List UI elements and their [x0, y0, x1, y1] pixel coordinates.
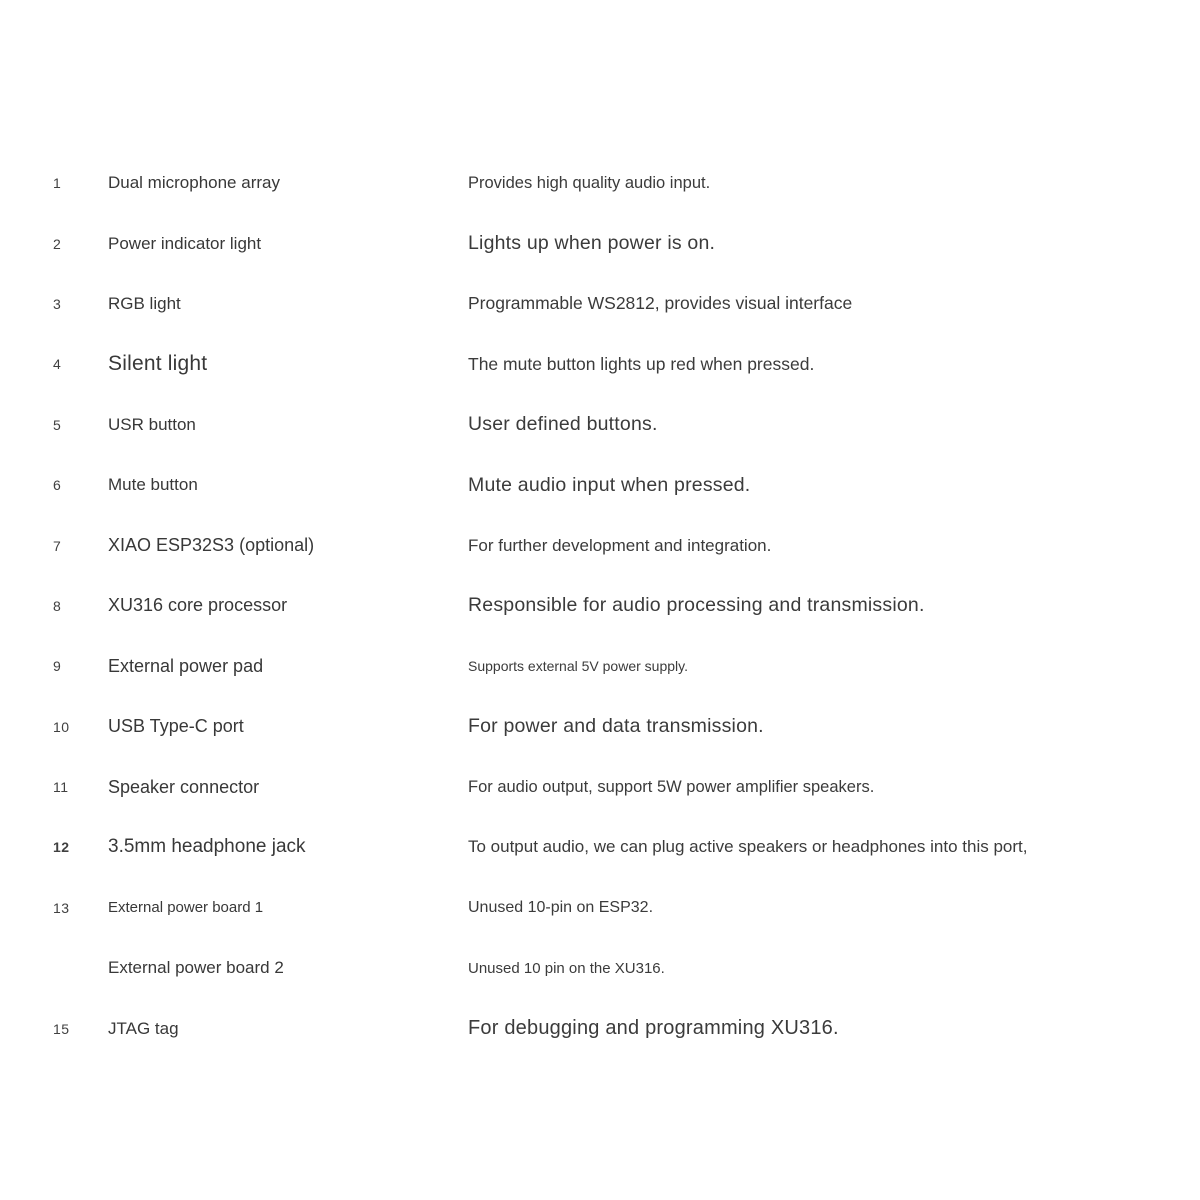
component-description: Unused 10-pin on ESP32.: [468, 898, 654, 916]
component-description: Provides high quality audio input.: [468, 173, 711, 192]
table-row: [0, 998, 1200, 1058]
component-description: For audio output, support 5W power amplifier speakers.: [468, 777, 875, 796]
component-name: Silent light: [108, 352, 208, 376]
row-number: 13: [53, 899, 70, 916]
table-row: [0, 576, 1200, 636]
component-description: Lights up when power is on.: [468, 232, 716, 255]
table-row: [0, 213, 1200, 273]
table-row: [0, 636, 1200, 696]
component-name: XIAO ESP32S3 (optional): [108, 535, 315, 556]
table-row: [0, 395, 1200, 455]
row-number: 7: [53, 537, 62, 554]
table-row: [0, 697, 1200, 757]
row-number: 12: [53, 839, 70, 856]
component-description: Mute audio input when pressed.: [468, 473, 751, 496]
component-name: External power board 1: [108, 899, 264, 917]
table-row: [0, 757, 1200, 817]
component-name: Power indicator light: [108, 233, 262, 253]
component-name: USR button: [108, 414, 196, 434]
component-description: Unused 10 pin on the XU316.: [468, 959, 665, 977]
row-number: 5: [53, 416, 62, 433]
component-name: USB Type-C port: [108, 716, 244, 737]
component-description: For further development and integration.: [468, 535, 772, 555]
table-row: [0, 334, 1200, 394]
table-row: [0, 878, 1200, 938]
row-number: 9: [53, 658, 62, 675]
row-number: 11: [53, 779, 69, 796]
component-table: [0, 153, 1200, 1059]
component-description: User defined buttons.: [468, 413, 658, 436]
row-number: 1: [53, 175, 62, 192]
row-number: 10: [53, 718, 70, 735]
row-number: 15: [53, 1020, 70, 1037]
component-name: RGB light: [108, 293, 181, 313]
component-description: For power and data transmission.: [468, 715, 764, 738]
component-name: Mute button: [108, 475, 198, 495]
table-row: [0, 515, 1200, 575]
component-name: External power pad: [108, 655, 264, 676]
row-number: 8: [53, 597, 62, 614]
table-row: [0, 455, 1200, 515]
row-number: 2: [53, 235, 62, 252]
row-number: 4: [53, 356, 62, 373]
row-number: 6: [53, 477, 62, 494]
row-number: 3: [53, 295, 62, 312]
component-name: JTAG tag: [108, 1018, 179, 1038]
component-name: Speaker connector: [108, 776, 260, 797]
component-description: The mute button lights up red when pressed.: [468, 353, 815, 374]
component-name: External power board 2: [108, 958, 284, 978]
component-name: XU316 core processor: [108, 595, 288, 616]
component-description: To output audio, we can plug active speakers or headphones into this port,: [468, 837, 1028, 857]
table-row: [0, 938, 1200, 998]
table-row: [0, 153, 1200, 213]
table-row: [0, 274, 1200, 334]
component-description: Supports external 5V power supply.: [468, 658, 688, 675]
component-description: Programmable WS2812, provides visual interface: [468, 293, 853, 314]
component-name: Dual microphone array: [108, 173, 280, 193]
component-description: Responsible for audio processing and transmission.: [468, 594, 925, 617]
component-description: For debugging and programming XU316.: [468, 1017, 839, 1040]
component-name: 3.5mm headphone jack: [108, 836, 306, 858]
table-row: [0, 817, 1200, 877]
